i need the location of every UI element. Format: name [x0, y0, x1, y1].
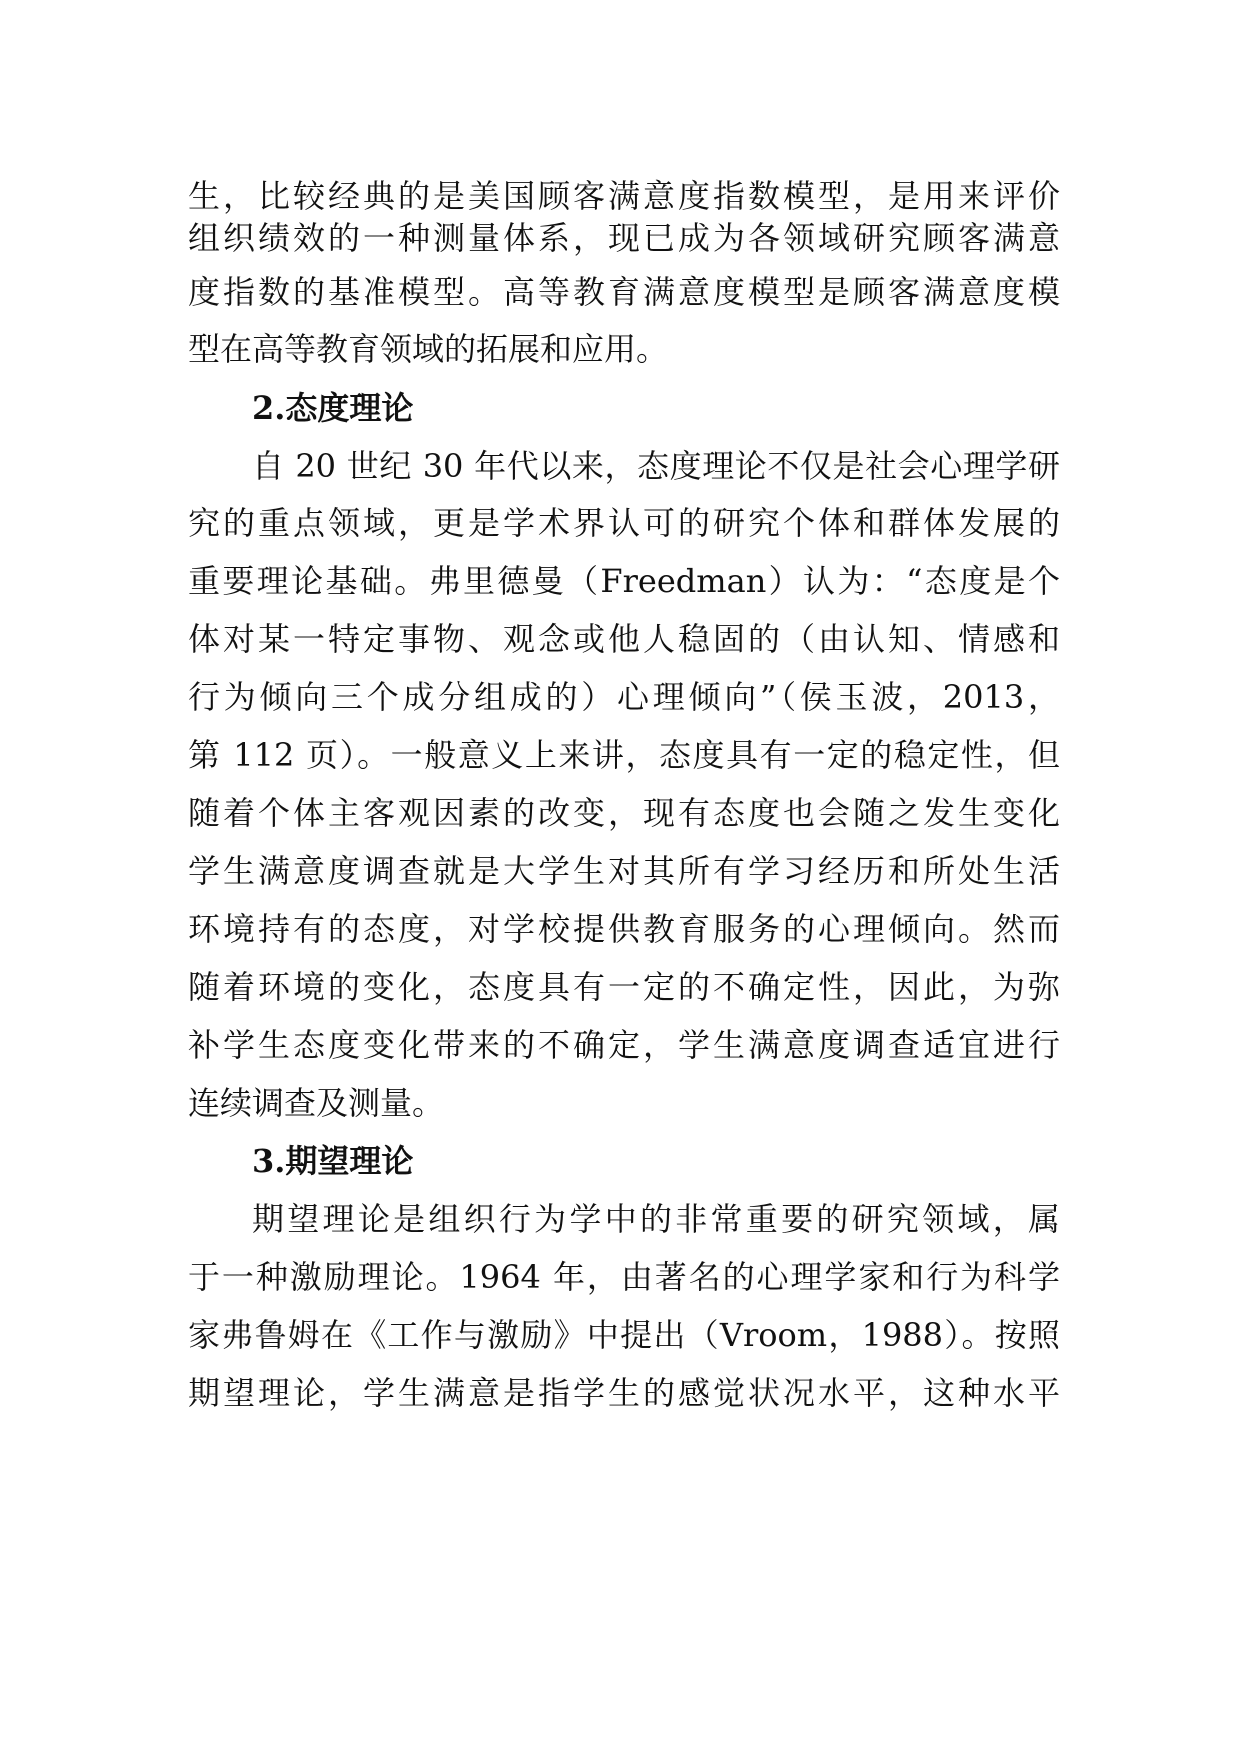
- text-line: 连续调查及测量。: [188, 1084, 445, 1122]
- section-heading-attitude-theory: 2.态度理论: [252, 389, 414, 427]
- text-line: 自 20 世纪 30 年代以来，态度理论不仅是社会心理学研: [252, 447, 1060, 485]
- text-line: 家弗鲁姆在《工作与激励》中提出（Vroom，1988）。按照: [188, 1316, 1060, 1354]
- text-line: 行为倾向三个成分组成的）心理倾向”（侯玉波，2013，: [188, 678, 1060, 716]
- text-line: 第 112 页）。一般意义上来讲，态度具有一定的稳定性，但: [188, 736, 1060, 774]
- text-line: 究的重点领域，更是学术界认可的研究个体和群体发展的: [188, 504, 1060, 542]
- text-line: 学生满意度调查就是大学生对其所有学习经历和所处生活: [188, 852, 1060, 890]
- text-line: 期望理论，学生满意是指学生的感觉状况水平，这种水平: [188, 1374, 1060, 1412]
- text-line: 度指数的基准模型。高等教育满意度模型是顾客满意度模: [188, 273, 1060, 311]
- text-line: 随着环境的变化，态度具有一定的不确定性，因此，为弥: [188, 968, 1060, 1006]
- text-line: 组织绩效的一种测量体系，现已成为各领域研究顾客满意: [188, 219, 1060, 257]
- text-line: 补学生态度变化带来的不确定，学生满意度调查适宜进行: [188, 1026, 1060, 1064]
- text-line: 型在高等教育领域的拓展和应用。: [188, 330, 669, 368]
- text-line: 生，比较经典的是美国顾客满意度指数模型，是用来评价: [188, 177, 1060, 215]
- text-line: 体对某一特定事物、观念或他人稳固的（由认知、情感和: [188, 620, 1060, 658]
- text-line: 重要理论基础。弗里德曼（Freedman）认为：“态度是个: [188, 562, 1060, 600]
- section-heading-expectancy-theory: 3.期望理论: [252, 1142, 414, 1180]
- text-line: 随着个体主客观因素的改变，现有态度也会随之发生变化: [188, 794, 1060, 832]
- text-line: 期望理论是组织行为学中的非常重要的研究领域，属: [252, 1200, 1060, 1238]
- text-line: 环境持有的态度，对学校提供教育服务的心理倾向。然而: [188, 910, 1060, 948]
- text-line: 于一种激励理论。1964 年，由著名的心理学家和行为科学: [188, 1258, 1060, 1296]
